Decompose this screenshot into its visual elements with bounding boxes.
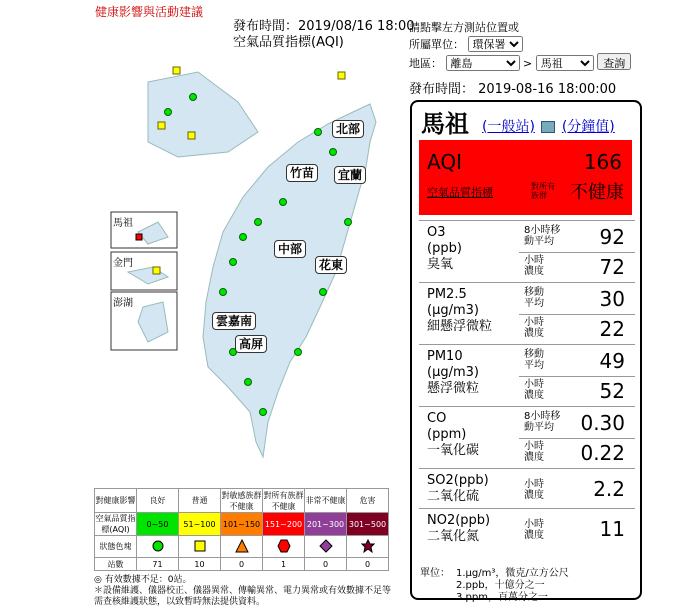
aqi-label: AQI: [427, 150, 462, 174]
no2-row: NO2(ppb) 二氧化氮 小時濃度 11: [419, 508, 635, 548]
sensitive-group: 對所有族群: [531, 182, 555, 200]
square-icon: [179, 536, 221, 558]
region-north[interactable]: 北部: [332, 120, 364, 138]
matsu-station-marker: [136, 234, 142, 240]
general-station-link[interactable]: (一般站): [482, 119, 535, 135]
station-dot: [280, 199, 287, 206]
area-label: 地區：: [409, 57, 442, 70]
site-name: 馬祖: [421, 110, 469, 138]
hexagon-icon: [263, 536, 305, 558]
region-hualien-taitung[interactable]: 花東: [315, 256, 347, 274]
station-detail-panel: [410, 100, 642, 600]
hint-text: 請點擊左方測站位置或: [409, 21, 519, 34]
station-dot: [260, 409, 267, 416]
query-button[interactable]: 查詢: [597, 53, 631, 70]
star-icon: [347, 536, 389, 558]
agency-label: 所屬單位：: [409, 38, 464, 51]
taiwan-aqi-map: [108, 62, 398, 472]
station-square: [158, 122, 165, 129]
area-select[interactable]: [446, 55, 520, 71]
agency-select[interactable]: [468, 36, 523, 52]
station-dot: [295, 349, 302, 356]
minute-value-link[interactable]: (分鐘值): [561, 119, 615, 135]
station-square: [188, 132, 195, 139]
publish-header: [233, 19, 415, 51]
inset-label-penghu: 澎湖: [113, 298, 133, 309]
legend-header: 對健康影響: [95, 489, 137, 513]
pm10-row: PM10 (μg/m3) 懸浮微粒 移動平均 49 小時濃度 52: [419, 344, 635, 406]
region-hsinchu-miaoli[interactable]: 竹苗: [286, 164, 318, 182]
station-dot: [320, 289, 327, 296]
station-dot: [255, 219, 262, 226]
station-dot: [330, 149, 337, 156]
station-select[interactable]: [536, 55, 594, 71]
so2-row: SO2(ppb) 二氧化硫 小時濃度 2.2: [419, 468, 635, 508]
pm25-row: PM2.5 (μg/m3) 細懸浮微粒 移動平均 30 小時濃度 22: [419, 282, 635, 344]
region-central[interactable]: 中部: [274, 240, 306, 258]
station-square: [338, 72, 345, 79]
station-square: [173, 67, 180, 74]
station-dot: [220, 289, 227, 296]
region-yunlin-chiayi-tainan[interactable]: 雲嘉南: [212, 312, 256, 330]
station-dot: [345, 219, 352, 226]
co-row: CO (ppm) 一氧化碳 8小時移動平均 0.30 小時濃度 0.22: [419, 406, 635, 468]
inset-label-kinmen: 金門: [113, 258, 133, 269]
region-yilan[interactable]: 宜蘭: [334, 166, 366, 184]
station-controls: 請點擊左方測站位置或 所屬單位： 環保署 地區： 離島 > 馬祖 查詢: [409, 19, 631, 72]
aqi-status: 不健康: [570, 182, 624, 203]
aqi-value: 166: [583, 150, 622, 174]
station-square: [153, 267, 160, 274]
circle-icon: [137, 536, 179, 558]
panel-publish-time: 發布時間： 2019-08-16 18:00:00: [409, 82, 617, 97]
region-kaohsiung-pingtung[interactable]: 高屏: [235, 335, 267, 353]
health-advice-link[interactable]: 健康影響與活動建議: [95, 5, 204, 19]
publish-time: 發布時間：2019/08/16 18:00: [233, 19, 415, 34]
station-dot: [245, 379, 252, 386]
o3-row: O3 (ppb) 臭氧 8小時移動平均 92 小時濃度 72: [419, 220, 635, 282]
aqi-info-link[interactable]: 空氣品質指標: [427, 186, 493, 199]
station-dot: [230, 259, 237, 266]
aqi-status-box: [419, 140, 632, 215]
index-name: 空氣品質指標(AQI): [233, 35, 344, 50]
diamond-icon: [305, 536, 347, 558]
station-dot: [240, 234, 247, 241]
triangle-icon: [221, 536, 263, 558]
station-dot: [190, 94, 197, 101]
northern-islands-shape: [148, 72, 258, 157]
station-dot: [165, 109, 172, 116]
unit-notes: 單位： 1.μg/m³，微克/立方公尺 2.ppb，十億分之一 3.ppm，百萬分之一: [420, 568, 569, 603]
image-icon[interactable]: [541, 121, 555, 133]
inset-label-matsu: 馬祖: [113, 218, 133, 229]
aqi-legend-table: 對健康影響 良好 普通 對敏感族群不健康 對所有族群不健康 非常不健康 危害 空氣品質指標(AQI) 0~50 51~100 101~150 151~200 201~300 301~500 狀態色塊 站數 71 10 0 1 0 0: [94, 488, 389, 571]
station-dot: [315, 129, 322, 136]
legend-notes: ◎ 有效數據不足：0站。 ＊設備維護、儀器校正、儀器異常、傳輸異常、電力異常或有效數據不足等 需查核維護狀態，以致暫時無法提供資料。: [94, 575, 392, 607]
taiwan-island-shape: [203, 104, 376, 457]
